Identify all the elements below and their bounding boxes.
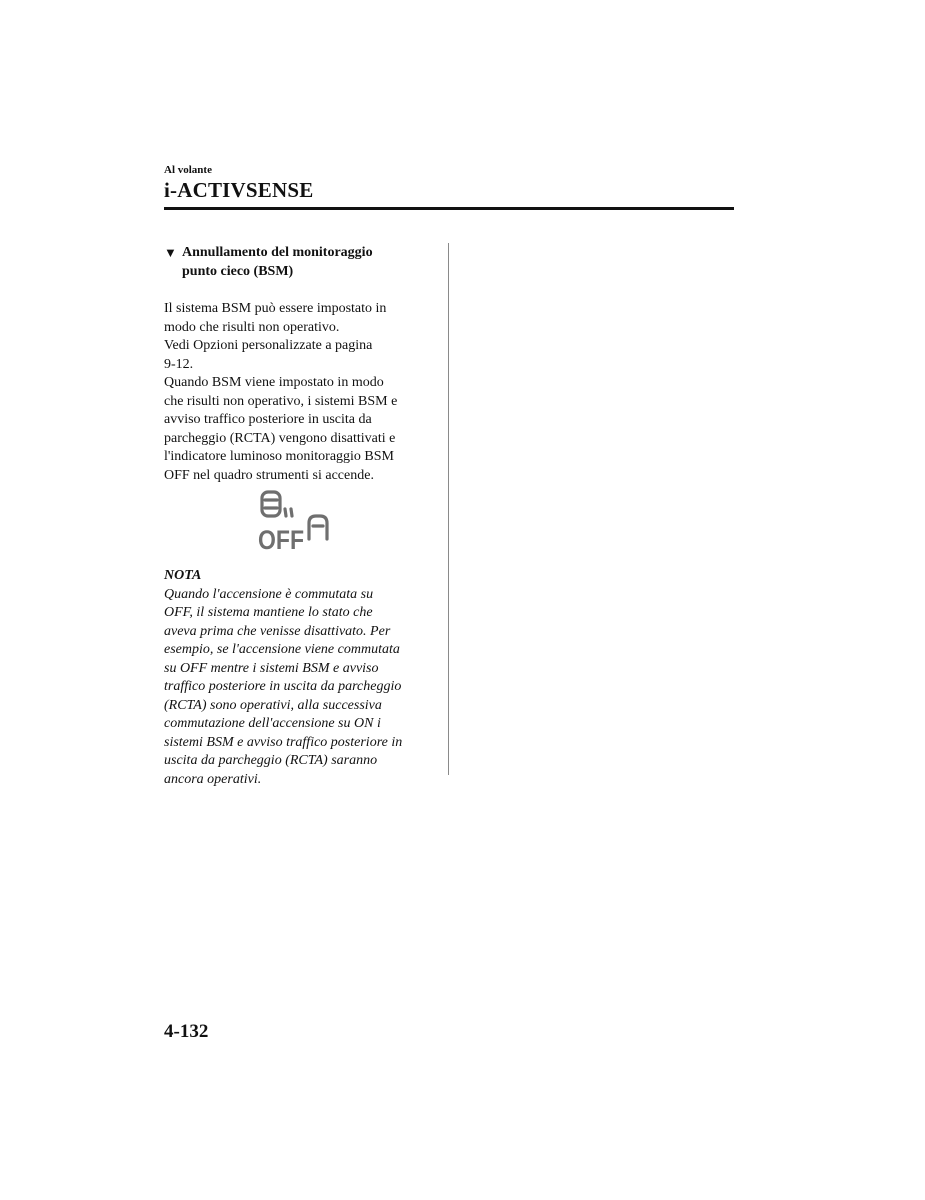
column-divider [448,243,449,775]
bsm-off-indicator-icon [256,489,336,553]
body-paragraph: Il sistema BSM può essere impostato in modo che risulti non operativo. Vedi Opzioni personalizzate a pagina 9-12. Quando BSM viene impostato in modo che risulti non operativo, i sistemi BSM e avviso traffico posteriore in uscita da parcheggio (RCTA) vengono disattivati e l'indicatore luminoso monitoraggio BSM OFF nel quadro strumenti si accende. [164,301,398,483]
chapter-title: i-ACTIVSENSE [164,178,314,202]
subheading [164,243,434,281]
section-label: Al volante [164,164,212,176]
note-title: NOTA [164,568,202,583]
page-number: 4-132 [164,1021,209,1042]
left-column [164,243,434,789]
subheading-text: Annullamento del monitoraggio punto cieco (BSM) [182,245,373,279]
indicator-figure [164,489,434,561]
triangle-marker-icon: ▼ [164,245,177,260]
header-rule [164,207,734,210]
indicator-off-label: OFF [258,525,304,553]
note-text: Quando l'accensione è commutata su OFF, il sistema mantiene lo stato che aveva prima che venisse disattivato. Per esempio, se l'accensione viene commutata su OFF mentre i sistemi BSM e avviso traffico posteriore in uscita da parcheggio (RCTA) sono operativi, alla successiva commutazione dell'accensione su ON i sistemi BSM e avviso traffico posteriore in uscita da parcheggio (RCTA) saranno ancora operativi. [164,586,403,787]
